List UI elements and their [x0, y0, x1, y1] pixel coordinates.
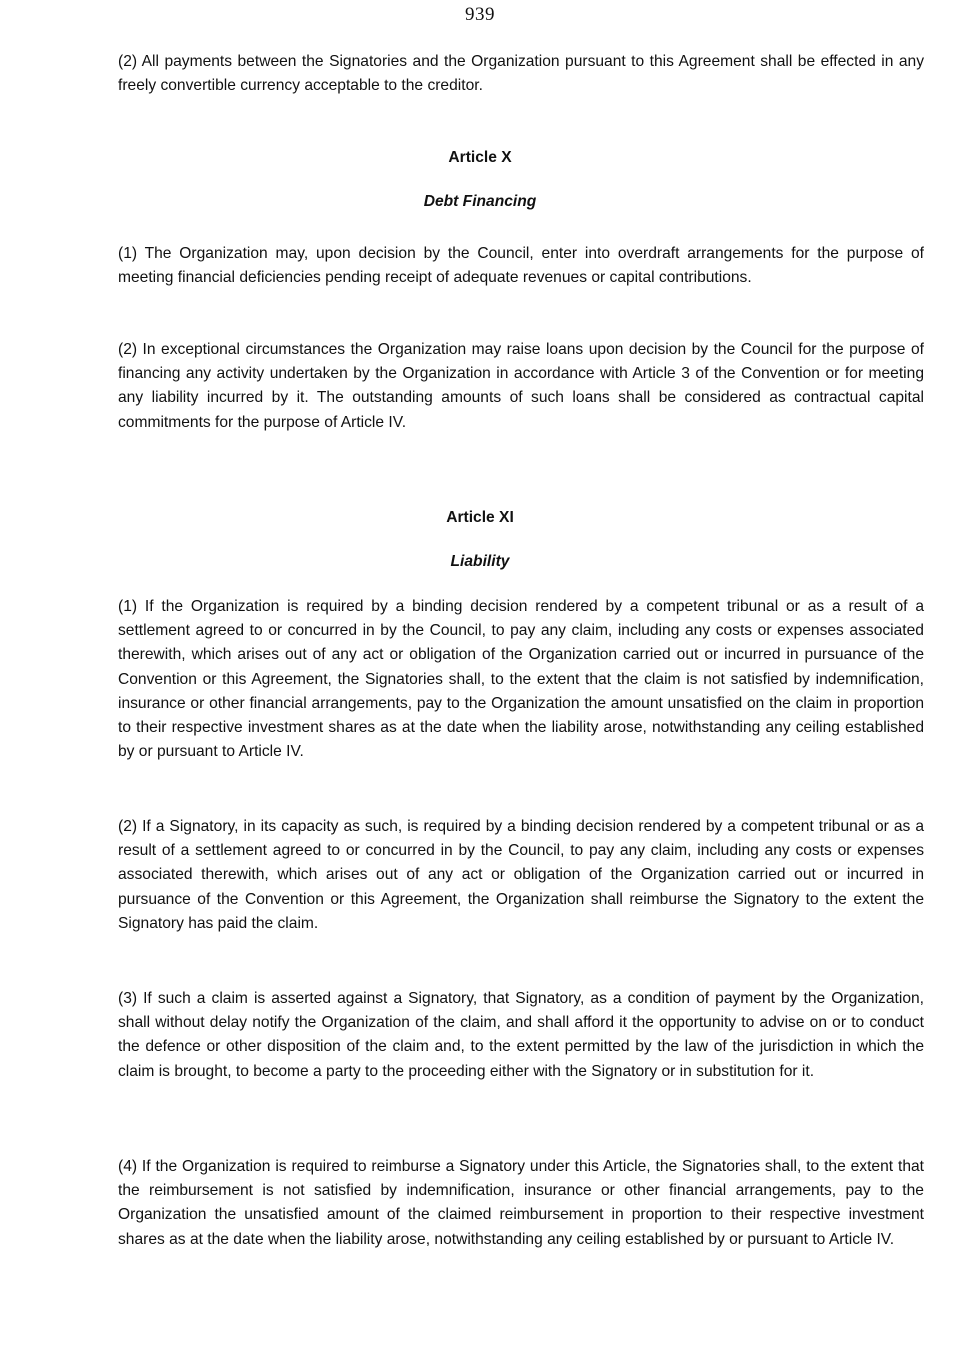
article-x-subtitle: Debt Financing [423, 193, 537, 210]
article-xi-subtitle: Liability [450, 553, 510, 570]
paragraph-article-xi-3: (3) If such a claim is asserted against a Signatory, that Signatory, as a condition of payment by the Organization, shall without delay notify the Organization of the claim, and shall afford it the opportunity to advise on or to conduct the defence or other disposition of the claim and, to the extent permitted by the law of the jurisdiction in which the claim is brought, to become a party to the proceeding either with the Signatory or in substitution for it. [118, 990, 924, 1080]
article-x-heading: Article X [448, 149, 512, 166]
article-xi-heading: Article XI [446, 509, 514, 526]
paragraph-article-x-2: (2) In exceptional circumstances the Organization may raise loans upon decision by the Council for the purpose of financing any activity undertaken by the Organization in accordance with Article 3 of the Convention or for meeting any liability incurred by it. The outstanding amounts of such loans shall be considered as contractual capital commitments for the purpose of Article IV. [118, 341, 924, 431]
paragraph-article-x-1: (1) The Organization may, upon decision by the Council, enter into overdraft arrangements for the purpose of meeting financial deficiencies pending receipt of adequate revenues or capital contributions. [118, 245, 924, 287]
paragraph-article-xi-2: (2) If a Signatory, in its capacity as such, is required by a binding decision rendered by a competent tribunal or as a result of a settlement agreed to or concurred in by the Council, to pay any claim, including any costs or expenses associated therewith, which arises out of any act or obligation of the Organization carried out or incurred in pursuance of the Convention or this Agreement, the Organization shall reimburse the Signatory to the extent the Signatory has paid the claim. [118, 818, 924, 932]
paragraph-article-xi-1: (1) If the Organization is required by a binding decision rendered by a competent tribunal or as a result of a settlement agreed to or concurred in by the Council, to pay any claim, including any costs or expenses associated therewith, which arises out of any act or obligation of the Organization carried out or incurred in pursuance of the Convention or this Agreement, the Signatories shall, to the extent that the claim is not satisfied by indemnification, insurance or other financial arrangements, pay to the Organization the amount unsatisfied on the claim in proportion to their respective investment shares as at the date when the liability arose, notwithstanding any ceiling established by or pursuant to Article IV. [118, 598, 924, 761]
page-number: 939 [465, 4, 495, 25]
paragraph-article-xi-4: (4) If the Organization is required to reimburse a Signatory under this Article, the Signatories shall, to the extent that the reimbursement is not satisfied by indemnification, insurance or other financial arrangements, pay to the Organization the unsatisfied amount of the claimed reimbursement in proportion to their respective investment shares as at the date when the liability arose, notwithstanding any ceiling established by or pursuant to Article IV. [118, 1158, 924, 1248]
paragraph-payments-currency: (2) All payments between the Signatories and the Organization pursuant to this Agreement shall be effected in any freely convertible currency acceptable to the creditor. [118, 53, 924, 95]
